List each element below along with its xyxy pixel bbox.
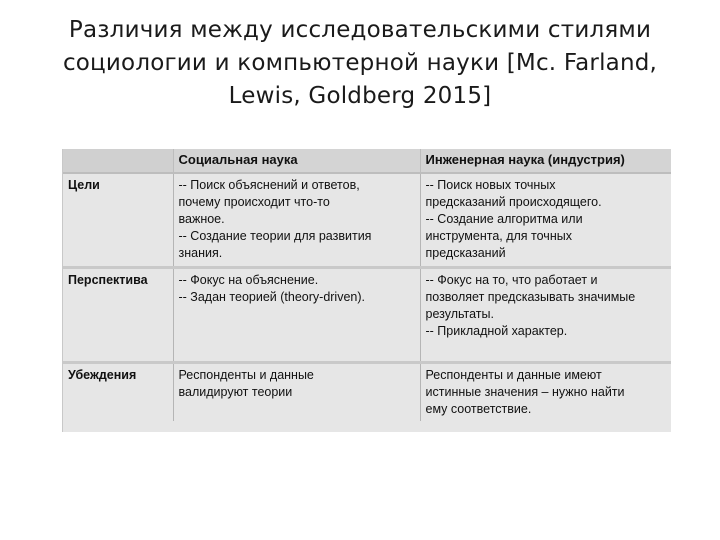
cell-line: почему происходит что-то — [178, 195, 330, 209]
header-empty-cell — [63, 149, 173, 173]
slide-title-line-2: социологии и компьютерной науки [Mc. Farland, — [62, 50, 658, 76]
cell-line: -- Поиск новых точных — [425, 178, 556, 192]
cell-perspective-engineering — [420, 268, 671, 363]
header-engineering-science: Инженерная наука (индустрия) — [420, 149, 671, 173]
cell-line: важное. — [178, 212, 225, 226]
comparison-table — [63, 149, 671, 421]
cell-line: -- Поиск объяснений и ответов, — [178, 178, 360, 192]
table-row — [63, 173, 671, 268]
slide-title — [40, 14, 680, 113]
table-row — [63, 363, 671, 422]
cell-perspective-social — [173, 268, 420, 363]
row-label-perspective: Перспектива — [63, 268, 173, 363]
row-label-beliefs: Убеждения — [63, 363, 173, 422]
cell-line: валидируют теории — [178, 385, 293, 399]
cell-line: истинные значения – нужно найти — [425, 385, 625, 399]
slide-title-line-3: Lewis, Goldberg 2015] — [228, 83, 492, 109]
row-label-goals: Цели — [63, 173, 173, 268]
table-header-row — [63, 149, 671, 173]
cell-line: результаты. — [425, 307, 494, 321]
cell-beliefs-engineering — [420, 363, 671, 422]
cell-goals-social — [173, 173, 420, 268]
cell-line: -- Создание теории для развития — [178, 229, 372, 243]
header-social-science: Социальная наука — [173, 149, 420, 173]
cell-line: ему соответствие. — [425, 402, 532, 416]
slide-title-line-1: Различия между исследовательскими стилями — [68, 17, 652, 43]
cell-line: -- Прикладной характер. — [425, 324, 568, 338]
cell-line: -- Создание алгоритма или — [425, 212, 583, 226]
cell-line: Респонденты и данные имеют — [425, 368, 602, 382]
cell-line: знания. — [178, 246, 223, 260]
cell-goals-engineering — [420, 173, 671, 268]
cell-line: инструмента, для точных — [425, 229, 572, 243]
cell-line: Респонденты и данные — [178, 368, 314, 382]
cell-line: предсказаний — [425, 246, 506, 260]
cell-beliefs-social — [173, 363, 420, 422]
cell-line: -- Фокус на то, что работает и — [425, 273, 598, 287]
cell-line: позволяет предсказывать значимые — [425, 290, 636, 304]
table-row — [63, 268, 671, 363]
cell-line: -- Задан теорией (theory-driven). — [178, 290, 365, 304]
cell-line: -- Фокус на объяснение. — [178, 273, 319, 287]
comparison-table-image — [62, 149, 671, 432]
cell-line: предсказаний происходящего. — [425, 195, 602, 209]
